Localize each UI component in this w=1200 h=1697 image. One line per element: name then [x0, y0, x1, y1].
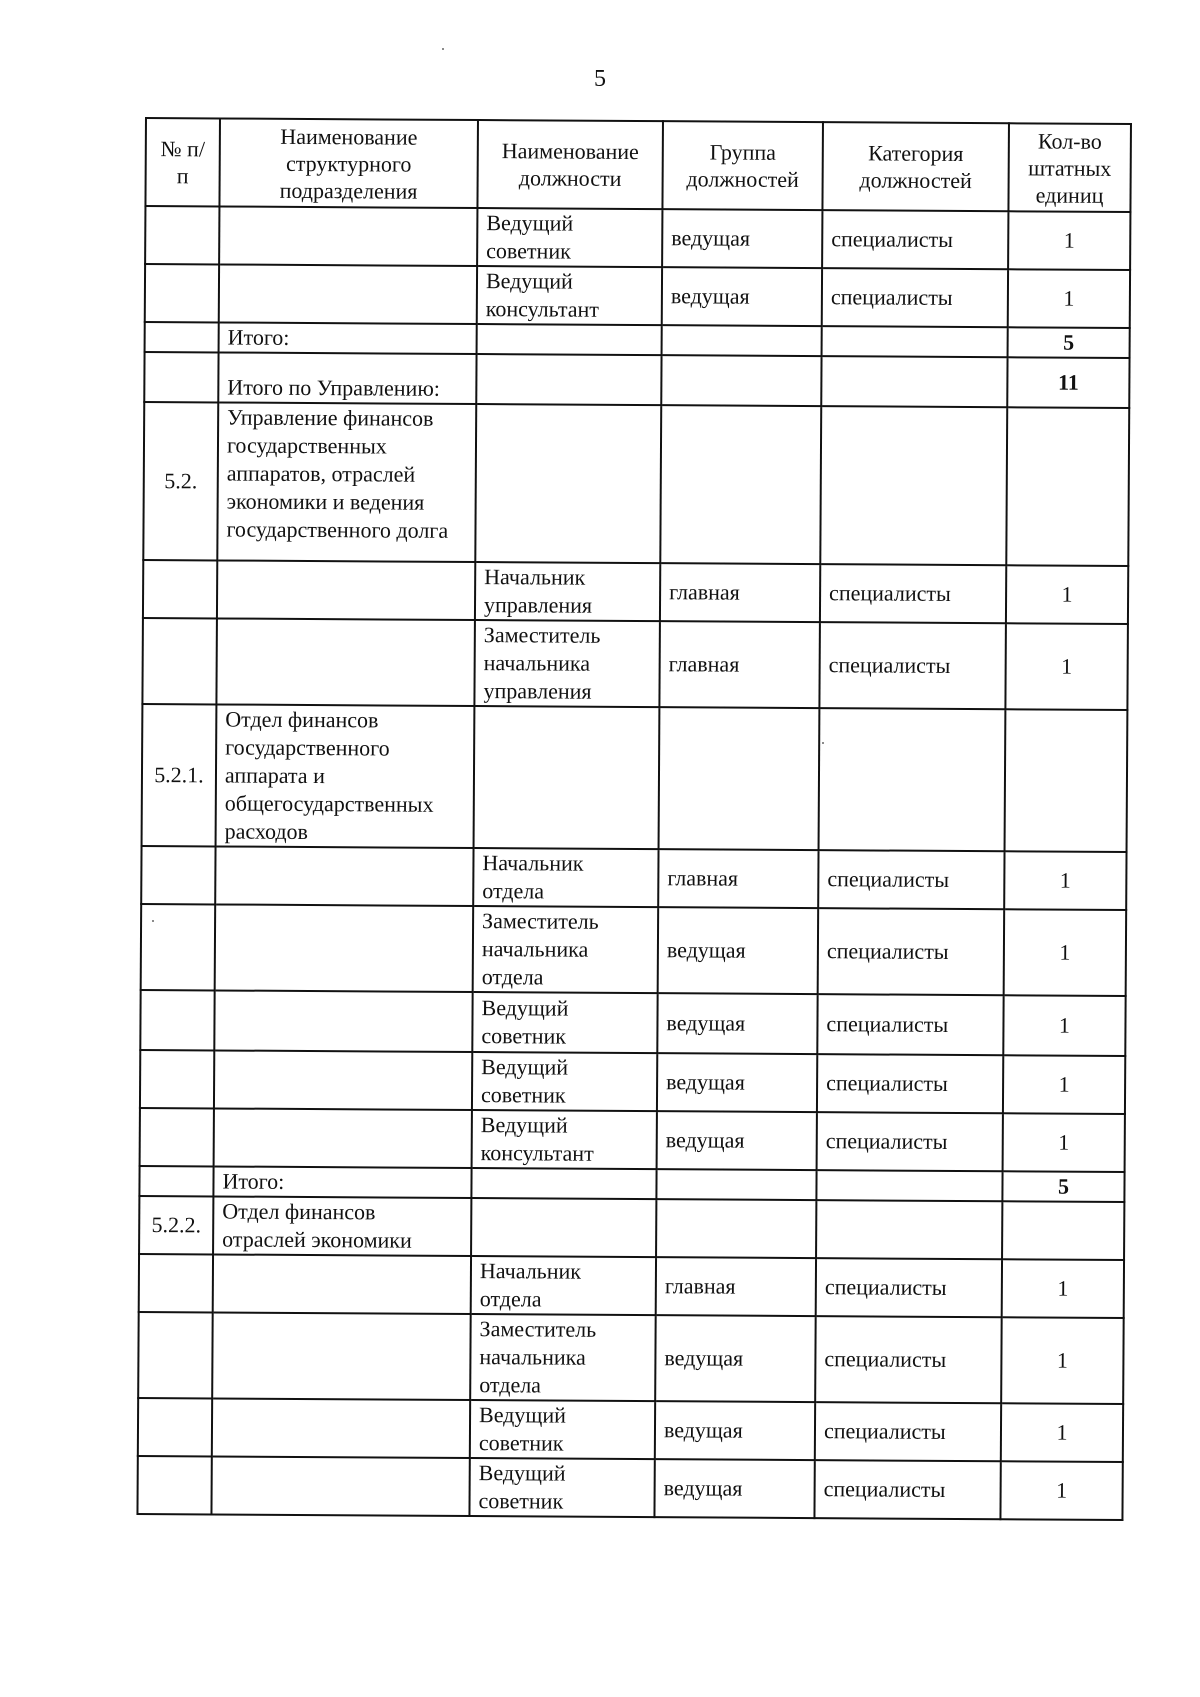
cell-unit	[213, 1254, 471, 1314]
table-row	[140, 990, 1125, 1056]
table-row	[142, 618, 1128, 710]
cell-category: специалисты	[815, 1402, 1001, 1461]
cell-num: 5.2.2.	[139, 1196, 213, 1254]
cell-num	[140, 990, 214, 1050]
cell-category: специалисты	[814, 1460, 1000, 1519]
cell-num	[143, 560, 217, 618]
cell-group	[659, 707, 820, 850]
cell-unit: Итого по Управлению:	[218, 352, 476, 404]
cell-count: 1	[1001, 1403, 1123, 1462]
cell-unit	[215, 904, 474, 992]
cell-count	[1006, 407, 1129, 566]
cell-category	[822, 326, 1008, 357]
cell-num	[137, 1456, 211, 1514]
cell-position: Ведущий советник	[477, 208, 662, 267]
cell-unit	[219, 206, 477, 266]
cell-num	[140, 1050, 214, 1108]
cell-position: Ведущий консультант	[477, 266, 662, 325]
cell-category: специалисты	[818, 850, 1004, 909]
table-row	[143, 402, 1129, 566]
cell-count: 1	[1001, 1317, 1124, 1404]
table-row	[138, 1312, 1124, 1404]
cell-num	[142, 618, 217, 704]
cell-unit: Отдел финансов государственного аппарата и общегосударственных расходов	[216, 704, 475, 848]
cell-count: 1	[1005, 623, 1128, 710]
table-row	[140, 1108, 1125, 1172]
staffing-table-container	[136, 117, 1132, 1521]
cell-unit: Итого:	[219, 322, 477, 354]
table-row	[139, 1254, 1124, 1318]
cell-category: специалисты	[819, 622, 1006, 709]
cell-num: 5.2.1.	[142, 704, 217, 846]
cell-count: 5	[1008, 327, 1130, 358]
cell-group	[662, 325, 822, 356]
cell-category: специалисты	[817, 1054, 1003, 1113]
cell-group	[656, 1169, 816, 1200]
cell-position: Начальник управления	[475, 562, 660, 621]
table-header-row	[145, 118, 1131, 212]
cell-count: 1	[1008, 211, 1130, 270]
table-body	[137, 206, 1130, 1520]
cell-unit: Итого:	[213, 1166, 471, 1198]
cell-category: специалисты	[815, 1316, 1002, 1403]
cell-group: ведущая	[658, 907, 819, 994]
cell-category	[816, 1200, 1002, 1259]
cell-position: Заместитель начальника отдела	[473, 906, 659, 993]
cell-unit	[219, 264, 477, 324]
cell-count: 1	[1002, 1259, 1124, 1318]
cell-position: Заместитель начальника управления	[474, 620, 660, 707]
table-row	[144, 352, 1129, 408]
cell-unit	[215, 846, 473, 906]
table-row	[143, 560, 1128, 624]
cell-count: 1	[1004, 909, 1127, 996]
header-group: Группа должностей	[662, 121, 823, 210]
cell-count: 1	[1008, 269, 1130, 328]
cell-unit	[216, 618, 475, 706]
cell-position	[471, 1168, 656, 1199]
cell-category: специалисты	[817, 1112, 1003, 1171]
cell-category	[820, 406, 1007, 565]
table-row	[140, 1050, 1125, 1114]
table-row	[141, 904, 1127, 996]
cell-group: главная	[658, 849, 818, 908]
cell-position: Ведущий советник	[472, 992, 657, 1053]
cell-category: специалисты	[816, 1258, 1002, 1317]
cell-position: Заместитель начальника отдела	[470, 1314, 656, 1401]
cell-count: 1	[1000, 1461, 1122, 1520]
cell-position: Ведущий консультант	[472, 1110, 657, 1169]
scan-speck	[152, 920, 154, 922]
cell-num	[145, 206, 219, 264]
scan-speck	[442, 48, 444, 50]
cell-num: 5.2.	[143, 402, 218, 560]
cell-count	[1002, 1201, 1124, 1260]
cell-category	[819, 708, 1006, 851]
cell-num	[141, 846, 215, 904]
cell-group: ведущая	[657, 993, 817, 1054]
cell-count: 5	[1002, 1171, 1124, 1202]
cell-unit	[214, 990, 472, 1052]
cell-group: ведущая	[657, 1053, 817, 1112]
cell-count: 11	[1007, 357, 1129, 408]
cell-group: ведущая	[655, 1315, 816, 1402]
cell-count: 1	[1003, 1055, 1125, 1114]
cell-num	[145, 264, 219, 322]
cell-position	[475, 404, 661, 563]
cell-group: главная	[659, 621, 820, 708]
cell-group	[656, 1199, 816, 1258]
cell-position: Ведущий советник	[469, 1458, 654, 1517]
cell-group: главная	[660, 563, 820, 622]
cell-unit	[211, 1456, 469, 1516]
cell-category: специалисты	[818, 908, 1005, 995]
cell-unit	[212, 1398, 470, 1458]
cell-group: ведущая	[655, 1401, 815, 1460]
cell-num	[138, 1312, 213, 1398]
cell-position: Начальник отдела	[473, 848, 658, 907]
cell-num	[145, 322, 219, 352]
cell-count	[1005, 709, 1128, 852]
cell-category	[821, 356, 1007, 407]
cell-group: ведущая	[662, 267, 822, 326]
cell-category: специалисты	[820, 564, 1006, 623]
cell-position: Ведущий советник	[472, 1052, 657, 1111]
cell-category	[816, 1170, 1002, 1201]
cell-position	[471, 1198, 656, 1257]
cell-group: ведущая	[654, 1459, 814, 1518]
table-row	[139, 1196, 1124, 1260]
cell-position	[474, 706, 660, 849]
header-unit: Наименование структурного подразделения	[219, 118, 478, 208]
cell-count: 1	[1004, 851, 1126, 910]
cell-num	[144, 352, 218, 402]
cell-position: Ведущий советник	[470, 1400, 655, 1459]
cell-unit	[214, 1050, 472, 1110]
page-number: 5	[594, 66, 606, 92]
cell-group: ведущая	[662, 209, 822, 268]
cell-group	[661, 355, 821, 406]
header-count: Кол-во штатных единиц	[1008, 123, 1131, 212]
header-num: № п/п	[145, 118, 220, 206]
cell-num	[139, 1254, 213, 1312]
cell-unit	[212, 1312, 471, 1400]
table-row	[145, 264, 1130, 328]
cell-num	[140, 1108, 214, 1166]
cell-category: специалисты	[822, 268, 1008, 327]
cell-group: ведущая	[657, 1111, 817, 1170]
table-row	[142, 704, 1128, 852]
table-row	[141, 846, 1126, 910]
header-category: Категория должностей	[822, 122, 1009, 211]
cell-position	[476, 354, 661, 405]
header-position: Наименование должности	[477, 120, 663, 209]
table-row	[138, 1398, 1123, 1462]
cell-group: главная	[656, 1257, 816, 1316]
cell-unit: Управление финансов государственных аппаратов, отраслей экономики и ведения государственного долга	[217, 402, 476, 562]
cell-unit: Отдел финансов отраслей экономики	[213, 1196, 471, 1256]
cell-count: 1	[1003, 1113, 1125, 1172]
cell-category: специалисты	[822, 210, 1008, 269]
staffing-table	[136, 117, 1132, 1521]
cell-num	[141, 904, 216, 990]
cell-count: 1	[1003, 995, 1125, 1056]
table-row	[137, 1456, 1122, 1520]
cell-num	[138, 1398, 212, 1456]
cell-unit	[214, 1108, 472, 1168]
cell-group	[660, 405, 821, 564]
cell-num	[139, 1166, 213, 1196]
cell-position	[477, 324, 662, 355]
cell-category: специалисты	[817, 994, 1003, 1055]
cell-position: Начальник отдела	[471, 1256, 656, 1315]
table-row	[145, 206, 1130, 270]
cell-unit	[217, 560, 475, 620]
cell-count: 1	[1006, 565, 1128, 624]
scan-speck	[822, 742, 824, 744]
